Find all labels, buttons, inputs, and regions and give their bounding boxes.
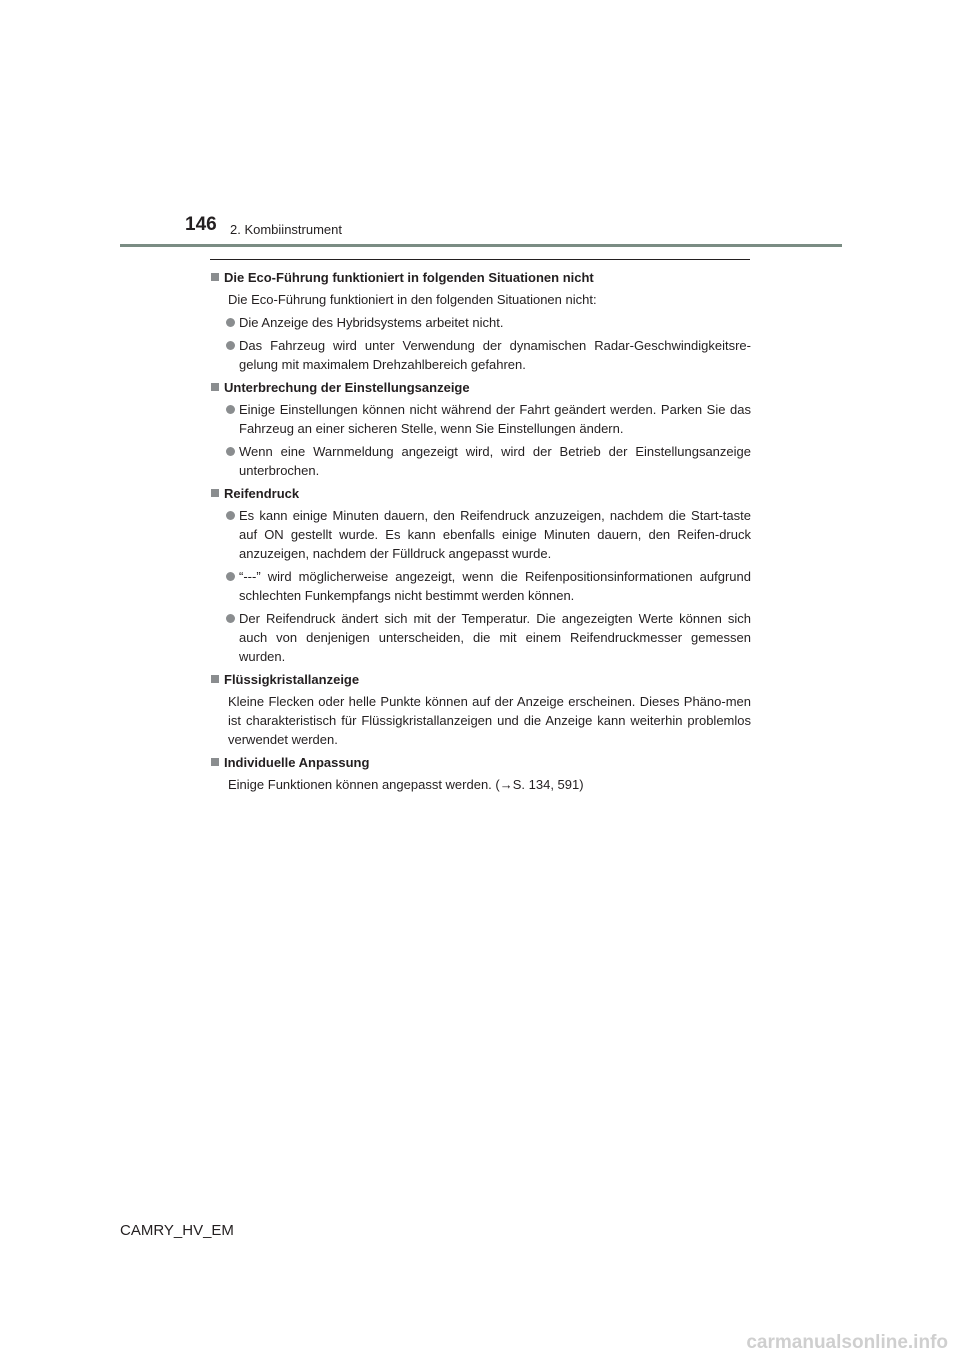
circle-bullet-icon [226,447,235,456]
circle-bullet-icon [226,318,235,327]
bullet-text: Einige Einstellungen können nicht während der Fahrt geändert werden. Parken Sie das Fahrzeug an einer sicheren Stelle, wenn Sie Einstellungen ändern. [239,402,751,436]
paragraph: Die Eco-Führung funktioniert in den folgenden Situationen nicht: [228,292,597,307]
bullet-text: Die Anzeige des Hybridsystems arbeitet nicht. [239,315,504,330]
bullet-item [211,609,751,666]
square-bullet-icon [211,758,219,766]
bullet-text: Das Fahrzeug wird unter Verwendung der dynamischen Radar-Geschwindigkeitsre-gelung mit maximalem Drehzahlbereich gefahren. [239,338,751,372]
watermark: carmanualsonline.info [746,1332,948,1353]
section-heading [211,268,751,287]
square-bullet-icon [211,383,219,391]
bullet-text: “---” wird möglicherweise angezeigt, wenn die Reifenpositionsinformationen aufgrund schlechten Funkempfangs nicht bestimmt werden können. [239,569,751,603]
square-bullet-icon [211,273,219,281]
chapter-title: 2. Kombiinstrument [230,222,342,237]
bullet-item [211,336,751,374]
paragraph: Kleine Flecken oder helle Punkte können auf der Anzeige erscheinen. Dieses Phäno-men ist charakteristisch für Flüssigkristallanzeigen und die Anzeige kann weiterhin problemlos verwendet werden. [228,694,751,747]
section-eco-guidance [211,268,751,374]
header-rule [120,244,842,247]
heading-text: Reifendruck [224,486,300,501]
section-lcd [211,670,751,749]
circle-bullet-icon [226,511,235,520]
bullet-text: Wenn eine Warnmeldung angezeigt wird, wird der Betrieb der Einstellungsanzeige unterbrochen. [239,444,751,478]
page-number: 146 [185,214,217,235]
heading-text: Die Eco-Führung funktioniert in folgenden Situationen nicht [224,270,594,285]
circle-bullet-icon [226,405,235,414]
bullet-item [211,567,751,605]
section-heading [211,753,751,772]
bullet-item [211,313,751,332]
heading-text: Individuelle Anpassung [224,755,370,770]
circle-bullet-icon [226,341,235,350]
section-settings-interruption [211,378,751,480]
bullet-item [211,400,751,438]
heading-text: Unterbrechung der Einstellungsanzeige [224,380,470,395]
circle-bullet-icon [226,572,235,581]
square-bullet-icon [211,489,219,497]
bullet-item [211,506,751,563]
bullet-item [211,442,751,480]
section-heading [211,378,751,397]
section-heading [211,484,751,503]
bullet-text: Es kann einige Minuten dauern, den Reifendruck anzuzeigen, nachdem die Start-taste auf ON gestellt wurde. Es kann ebenfalls einige Minuten dauern, den Reifen-druck anzuzeigen, nachdem der Fülldruck angepasst wurde. [239,508,751,561]
section-rule [210,259,750,260]
section-tire-pressure [211,484,751,666]
section-customization [211,753,751,794]
square-bullet-icon [211,675,219,683]
footer-code: CAMRY_HV_EM [120,1222,234,1239]
bullet-text: Der Reifendruck ändert sich mit der Temperatur. Die angezeigten Werte können sich auch von denjenigen unterscheiden, die mit einem Reifendruckmesser gemessen wurden. [239,611,751,664]
paragraph: Einige Funktionen können angepasst werden. (→S. 134, 591) [228,777,584,792]
heading-text: Flüssigkristallanzeige [224,672,360,687]
content [211,268,751,798]
circle-bullet-icon [226,614,235,623]
section-heading [211,670,751,689]
